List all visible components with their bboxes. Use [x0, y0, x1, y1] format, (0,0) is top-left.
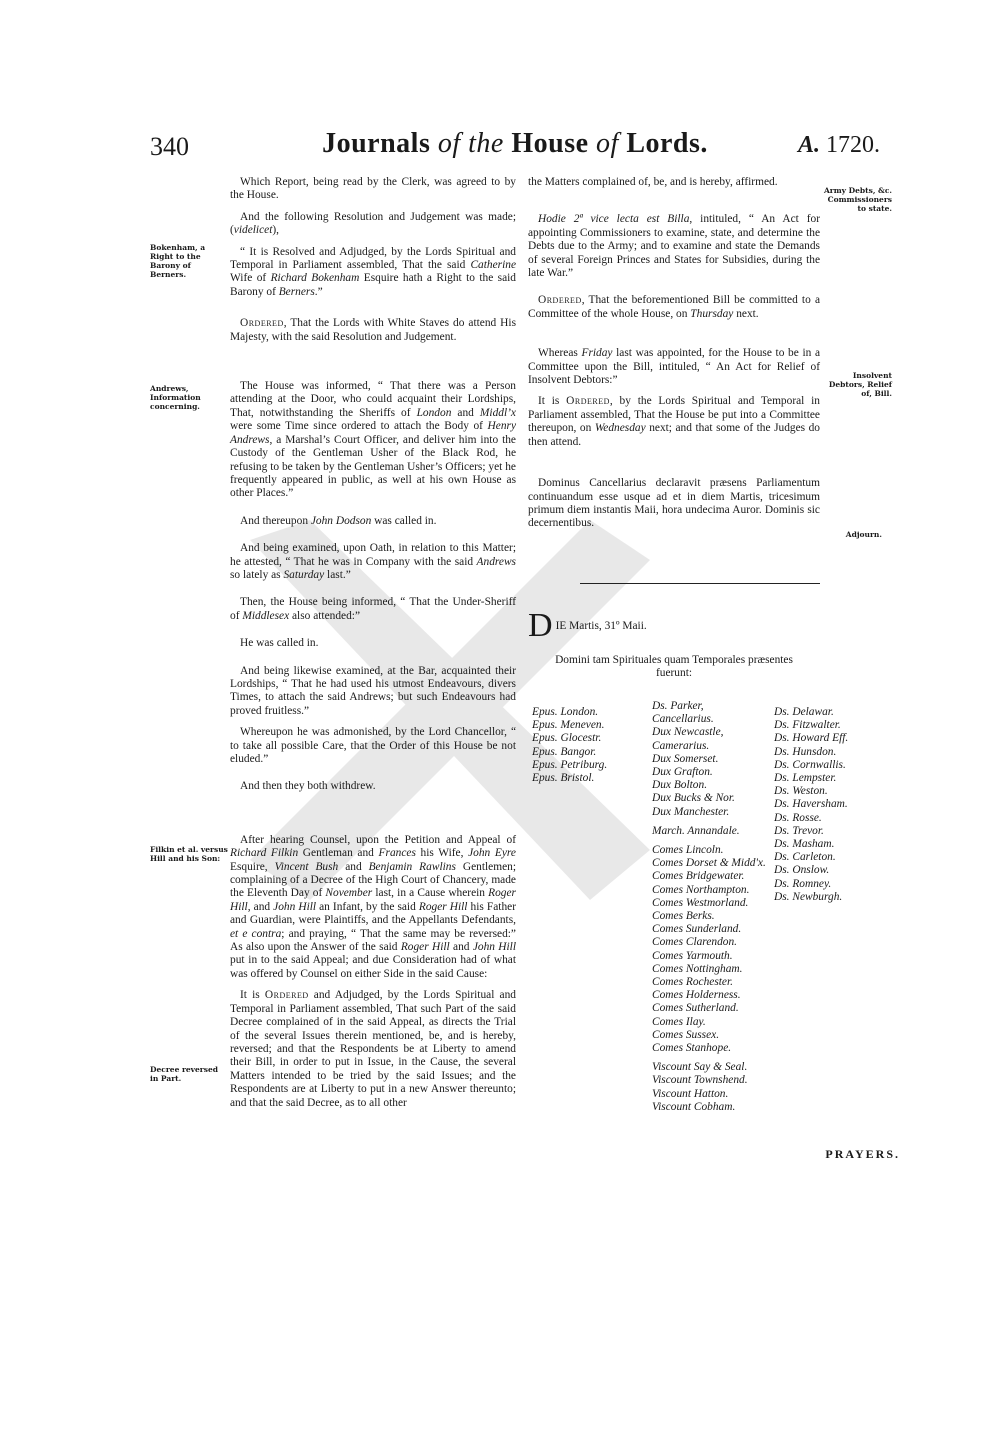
- paragraph-under-sheriff: Then, the House being informed, “ That the Under-Sheriff of Middlesex also attended:”: [230, 596, 516, 622]
- attendee: Comes Lincoln.: [652, 844, 724, 857]
- attendee: Comes Sunderland.: [652, 923, 742, 936]
- section-divider: [580, 583, 820, 584]
- attendee: Ds. Newburgh.: [774, 890, 843, 903]
- paragraph-insolvent-bill: Whereas Friday last was appointed, for the House to be in a Committee upon the Bill, intituled, “ An Act for Relief of Insolvent Debtors:”: [528, 347, 821, 387]
- attendee: Ds. Howard Eff.: [774, 732, 849, 745]
- paragraph-affirmed: the Matters complained of, be, and is hereby, affirmed.: [528, 176, 778, 188]
- day-heading-text: IE Martis, 31º Maii.: [555, 620, 647, 632]
- attendee: Comes Sussex.: [652, 1028, 720, 1041]
- attendee: Comes Rochester.: [652, 976, 733, 989]
- paragraph-army-bill: Hodie 2ª vice lecta est Billa, intituled, “ An Act for appointing Commissioners to examine, state, and determine the Debts due to the Army; and to examine and state the Demands of several Foreign Princes and States for Subsidies, during the late War.”: [528, 213, 820, 280]
- attendee: Epus. Petriburg.: [532, 758, 608, 771]
- attendee: Comes Nottingham.: [652, 962, 743, 975]
- attendee: Ds. Lempster.: [774, 772, 837, 785]
- attendee: Viscount Townshend.: [652, 1074, 748, 1087]
- paragraph-committed: Ordered, That the beforementioned Bill be committed to a Committee of the whole House, on Thursday next.: [528, 294, 820, 320]
- attendee: Ds. Hunsdon.: [774, 745, 837, 758]
- attendee: Ds. Parker, Cancellarius.: [652, 700, 714, 726]
- margin-note-adjourn: Adjourn.: [845, 530, 882, 539]
- attendee: Ds. Haversham.: [774, 798, 848, 811]
- page-number: 340: [150, 132, 189, 161]
- attendee: Ds. Fitzwalter.: [774, 719, 841, 732]
- attendee: Ds. Trevor.: [774, 824, 824, 837]
- attendee: Ds. Masham.: [774, 838, 835, 851]
- attendee: Dux Manchester.: [652, 805, 730, 818]
- margin-note-filkin: Filkin et al. versus Hill and his Son:: [150, 845, 228, 863]
- attendee: Epus. Glocestr.: [532, 732, 602, 745]
- margin-note-decree: Decree reversed in Part.: [150, 1065, 218, 1083]
- attendee: Comes Bridgewater.: [652, 870, 745, 883]
- paragraph-under-sheriff-examined: And being likewise examined, at the Bar, acquainted their Lordships, “ That he had used his utmost Endeavours, divers Times, to attach the said Andrews; but such Endeavours had proved fruitless.”: [230, 664, 516, 717]
- attendee: Viscount Hatton.: [652, 1087, 729, 1100]
- attendee: Epus. London.: [532, 706, 599, 718]
- attendance-bishops: [532, 706, 644, 785]
- attendance-barons: [774, 706, 874, 904]
- catchword: PRAYERS.: [825, 1147, 900, 1161]
- attendee: Comes Stanhope.: [652, 1042, 732, 1055]
- attendee: Dux Bucks & Nor.: [652, 792, 735, 805]
- attendee: Ds. Romney.: [774, 877, 832, 890]
- paragraph-adjournment: Dominus Cancellarius declaravit præsens Parliamentum continuandum esse usque ad et in diem Martis, tricesimum primum diem instantis Maii, hora undecima Auror. Dominis sic decernentibus.: [528, 477, 820, 530]
- paragraph-dodson-examined: And being examined, upon Oath, in relation to this Matter; he attested, “ That he was in Company with the said Andrews so lately as Saturday last.”: [230, 542, 516, 581]
- attendee: Comes Yarmouth.: [652, 949, 733, 962]
- attendee: Epus. Bristol.: [532, 772, 595, 785]
- attendee: Comes Northampton.: [652, 883, 750, 896]
- paragraph-filkin-appeal: After hearing Counsel, upon the Petition and Appeal of Richard Filkin Gentleman and Frances his Wife, John Eyre Esquire, Vincent Bush and Benjamin Rawlins Gentlemen; complaining of a Decree of the High Court of Chancery, made the Eleventh Day of November last, in a Cause wherein Roger Hill, and John Hill an Infant, by the said Roger Hill his Father and Guardian, were Plaintiffs, and the Appellants Defendants, et e contra; and praying, “ That the same may be reversed:” As also upon the Answer of the said Roger Hill and John Hill put in to the said Appeal; and due Consideration had of what was offered by Counsel on either Side in the said Cause:: [230, 833, 516, 980]
- paragraph-report: Which Report, being read by the Clerk, was agreed to by the House.: [230, 176, 516, 202]
- paragraph-resolution: “ It is Resolved and Adjudged, by the Lords Spiritual and Temporal in Parliament assembled, That the said Catherine Wife of Richard Bokenham Esquire hath a Right to the said Barony of Berners.”: [230, 245, 516, 298]
- paragraph-withdrew: And then they both withdrew.: [240, 780, 376, 793]
- right-column: [528, 176, 820, 539]
- attendee: Ds. Carleton.: [774, 851, 836, 864]
- paragraph-decree-ordered: It is Ordered and Adjudged, by the Lords Spiritual and Temporal in Parliament assembled, That such Part of the said Decree complained of in the said Appeal, as directs the Trial of the several Issues therein mentioned, be, and is hereby, reversed; and that the Respondents be at Liberty to amend their Bill, in order to put in Issue, in the Cause, the several Matters intended to be tried by the said Issues; and the Respondents are at Liberty to put in a new Answer thereunto; and that the said Decree, as to all other: [230, 989, 516, 1109]
- paragraph-house-informed: The House was informed, “ That there was a Person attending at the Door, who could acquaint their Lordships, That, notwithstanding the Sheriffs of London and Middl’x were some Time since ordered to attach the Body of Henry Andrews, a Marshal’s Court Officer, and deliver him into the Custody of the Gentleman Usher of the Black Rod, he refusing to be taken by the Gentleman Usher’s Officers; yet he frequently appeared in public, as well at his own House as other Places.”: [230, 380, 516, 500]
- attendee: Comes Sutherland.: [652, 1002, 739, 1015]
- attendee: Dux Bolton.: [652, 779, 708, 792]
- page-year: A. 1720.: [797, 132, 880, 158]
- margin-note-bokenham: Bokenham, a Right to the Barony of Berners.: [150, 243, 206, 279]
- page-title: Journals of the House of Lords.: [322, 128, 708, 159]
- attendee: Comes Berks.: [652, 910, 715, 923]
- margin-note-insolvent: Insolvent Debtors, Relief of, Bill.: [828, 371, 892, 398]
- left-column: [230, 176, 516, 1118]
- attendee: Epus. Bangor.: [532, 745, 597, 758]
- attendee: Ds. Delawar.: [774, 706, 834, 718]
- attendee: Viscount Cobham.: [652, 1100, 736, 1113]
- paragraph-called-in: He was called in.: [240, 637, 319, 650]
- attendee: Ds. Rosse.: [774, 811, 822, 824]
- attendee: Viscount Say & Seal.: [652, 1061, 748, 1074]
- paragraph-committee-wednesday: It is Ordered, by the Lords Spiritual and Temporal in Parliament assembled, That the House be put into a Committee thereupon, on Wednesday next; and that some of the Judges do then attend.: [528, 395, 821, 448]
- attendee: Comes Clarendon.: [652, 936, 738, 949]
- attendee: Comes Westmorland.: [652, 896, 749, 909]
- paragraph-dodson-called: And thereupon John Dodson was called in.: [240, 514, 437, 527]
- page-header: [150, 128, 880, 168]
- attendee: Epus. Meneven.: [532, 719, 605, 732]
- attendance-peers: [652, 700, 766, 1114]
- attendee: Ds. Cornwallis.: [774, 758, 846, 771]
- attendee: Dux Somerset.: [652, 752, 719, 765]
- day-heading: [528, 612, 820, 640]
- paragraph-admonished: Whereupon he was admonished, by the Lord Chancellor, “ to take all possible Care, that the Order of this House be not eluded.”: [230, 726, 516, 765]
- day-heading-block: [528, 612, 820, 681]
- attendee: Ds. Weston.: [774, 785, 828, 798]
- attendee: Dux Newcastle, Camerarius.: [652, 726, 724, 752]
- margin-note-army-debts: Army Debts, &c. Commissioners to state.: [823, 186, 892, 213]
- attendee: Ds. Onslow.: [774, 864, 830, 877]
- attendee: Comes Holderness.: [652, 989, 741, 1002]
- margin-note-andrews: Andrews, Information concerning.: [150, 384, 201, 411]
- paragraph-resolution-intro: And the following Resolution and Judgement was made; (videlicet),: [230, 210, 516, 237]
- attendee: March. Annandale.: [652, 824, 740, 837]
- drop-cap: D: [528, 612, 553, 640]
- attendee: Comes Dorset & Midd'x.: [652, 857, 766, 870]
- present-line: Domini tam Spirituales quam Temporales præsentes fuerunt:: [555, 654, 793, 680]
- paragraph-white-staves: Ordered, That the Lords with White Staves do attend His Majesty, with the said Resolution and Judgement.: [230, 317, 516, 343]
- attendee: Dux Grafton.: [652, 766, 713, 779]
- attendee: Comes Ilay.: [652, 1015, 706, 1028]
